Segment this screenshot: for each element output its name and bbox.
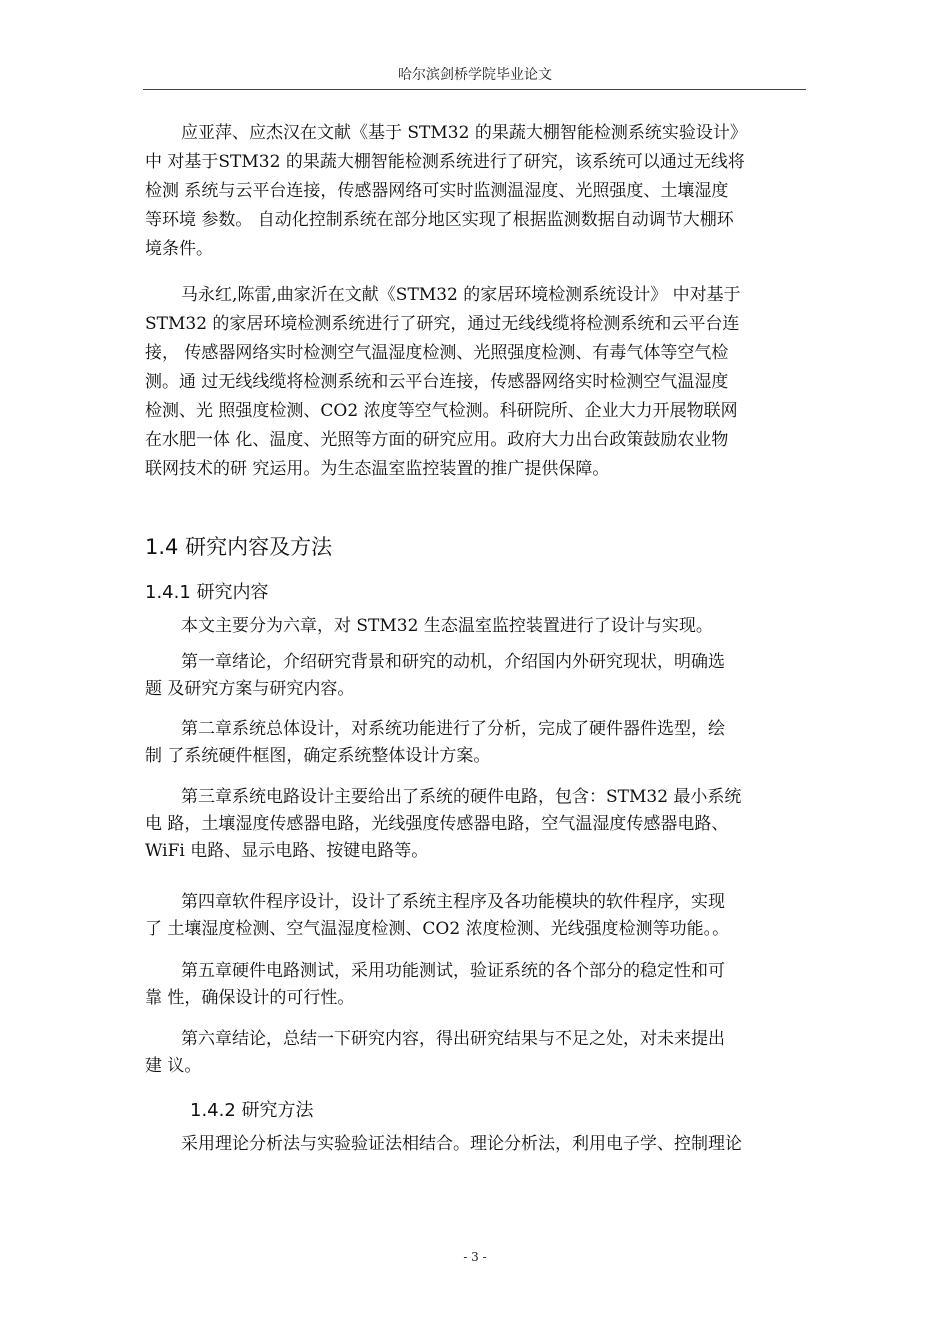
text-line: 在水肥一体 化、温度、光照等方面的研究应用。政府大力出台政策鼓励农业物 [145, 430, 729, 450]
text-line: WiFi 电路、显示电路、按键电路等。 [145, 841, 429, 861]
text-line: 建 议。 [145, 1056, 202, 1076]
paragraph-chapter-4 [145, 889, 825, 943]
text-line: 电 路，土壤湿度传感器电路，光线强度传感器电路，空气温湿度传感器电路、 [145, 814, 729, 834]
paragraph-intro [145, 612, 825, 641]
paragraph-chapter-6 [145, 1026, 825, 1080]
text-line: 本文主要分为六章，对 STM32 生态温室监控装置进行了设计与实现。 [181, 616, 713, 636]
subsection-heading-1-4-2: 1.4.2 研究方法 [190, 1100, 314, 1121]
header-rule [143, 89, 806, 90]
paragraph-ying [145, 119, 825, 264]
section-heading-1-4: 1.4 研究内容及方法 [145, 535, 333, 559]
text-line: 了 土壤湿度检测、空气温湿度检测、CO2 浓度检测、光线强度检测等功能。。 [145, 919, 730, 939]
page-number: - 3 - [463, 1250, 487, 1264]
text-line: 测。通 过无线线缆将检测系统和云平台连接，传感器网络实时检测空气温湿度 [145, 372, 729, 392]
text-line: 第四章软件程序设计，设计了系统主程序及各功能模块的软件程序，实现 [181, 892, 725, 912]
text-line: 检测 系统与云平台连接，传感器网络可实时监测温湿度、光照强度、土壤湿度 [145, 181, 729, 201]
text-line: 第二章系统总体设计，对系统功能进行了分析，完成了硬件器件选型，绘 [181, 719, 725, 739]
text-line: 马永红,陈雷,曲家沂在文献《STM32 的家居环境检测系统设计》 中对基于 [181, 285, 741, 305]
text-line: 检测、光 照强度检测、CO2 浓度等空气检测。科研院所、企业大力开展物联网 [145, 401, 738, 421]
text-line: 制 了系统硬件框图，确定系统整体设计方案。 [145, 746, 491, 766]
text-line: 第五章硬件电路测试，采用功能测试，验证系统的各个部分的稳定性和可 [181, 961, 725, 981]
paragraph-chapter-1 [145, 649, 825, 703]
text-line: 应亚萍、应杰汉在文献《基于 STM32 的果蔬大棚智能检测系统实验设计》 [181, 123, 747, 143]
text-line: 采用理论分析法与实验验证法相结合。理论分析法，利用电子学、控制理论 [181, 1134, 742, 1154]
paragraph-method [145, 1130, 825, 1159]
text-line: 第一章绪论，介绍研究背景和研究的动机，介绍国内外研究现状，明确选 [181, 652, 725, 672]
text-line: 中 对基于STM32 的果蔬大棚智能检测系统进行了研究，该系统可以通过无线将 [145, 152, 745, 172]
subsection-heading-1-4-1: 1.4.1 研究内容 [145, 582, 269, 603]
text-line: 等环境 参数。 自动化控制系统在部分地区实现了根据监测数据自动调节大棚环 [145, 210, 734, 230]
paragraph-chapter-3 [145, 784, 825, 865]
text-line: 第三章系统电路设计主要给出了系统的硬件电路，包含：STM32 最小系统 [181, 787, 742, 807]
text-line: 靠 性，确保设计的可行性。 [145, 988, 355, 1008]
paragraph-ma [145, 281, 825, 484]
text-line: 联网技术的研 究运用。为生态温室监控装置的推广提供保障。 [145, 459, 610, 479]
paragraph-chapter-2 [145, 716, 825, 770]
text-line: STM32 的家居环境检测系统进行了研究，通过无线线缆将检测系统和云平台连 [145, 314, 740, 334]
text-line: 第六章结论，总结一下研究内容，得出研究结果与不足之处，对未来提出 [181, 1029, 725, 1049]
text-line: 接， 传感器网络实时检测空气温湿度检测、光照强度检测、有毒气体等空气检 [145, 343, 729, 363]
page-header: 哈尔滨剑桥学院毕业论文 [398, 67, 552, 83]
text-line: 境条件。 [145, 239, 213, 259]
paragraph-chapter-5 [145, 958, 825, 1012]
text-line: 题 及研究方案与研究内容。 [145, 679, 355, 699]
